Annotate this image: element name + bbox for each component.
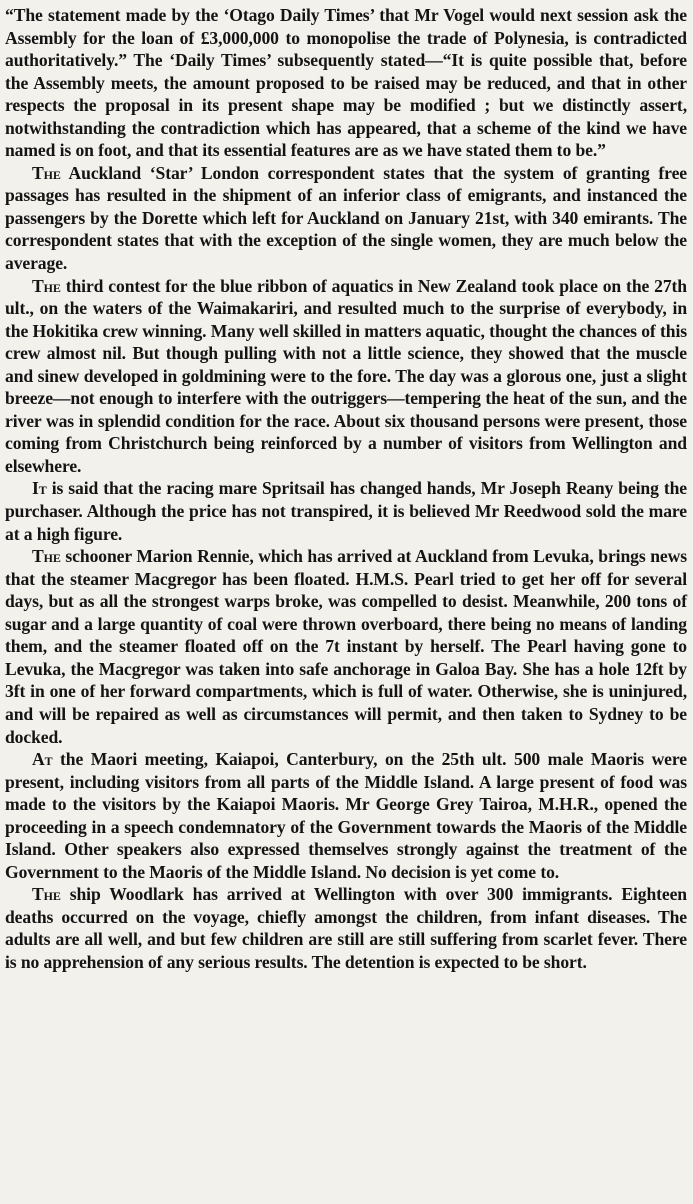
- paragraph-text: “The statement made by the ‘Otago Daily Times’ that Mr Vogel would next session ask the Assembly for the loan of £3,000,000 to monopolise the trade of Polynesia, is contradicted authoritatively.” The ‘Daily Times’ subsequently stated—“It is quite possible that, before the Assembly meets, the amount proposed to be raised may be reduced, and that in other respects the proposal in its present shape may be modified ; but we distinctly assert, notwithstanding the contradiction which has appeared, that a scheme of the kind we have named is on foot, and that its essential features are as we have stated them to be.”: [5, 5, 687, 161]
- paragraph-auckland-star: [5, 162, 687, 275]
- paragraph-aquatics-contest: [5, 275, 687, 478]
- paragraph-text: is said that the racing mare Spritsail has changed hands, Mr Joseph Reany being the purchaser. Although the price has not transpired, it is believed Mr Reedwood sold the mare at a high figure.: [5, 478, 687, 544]
- paragraph-marion-rennie: [5, 545, 687, 748]
- paragraph-lead: The: [32, 546, 61, 567]
- paragraph-lead: The: [32, 275, 61, 296]
- paragraph-text: schooner Marion Rennie, which has arrived at Auckland from Levuka, brings news that the steamer Macgregor has been floated. H.M.S. Pearl tried to get her off for several days, but as all the strongest warps broke, was compelled to desist. Meanwhile, 200 tons of sugar and a large quantity of coal were thrown overboard, there being no means of landing them, and the steamer floated off on the 7t instant by herself. The Pearl having gone to Levuka, the Macgregor was taken into safe anchorage in Galoa Bay. She has a hole 12ft by 3ft in one of her forward compartments, which is full of water. Otherwise, she is uninjured, and will be repaired as well as circumstances will permit, and then taken to Sydney to be docked.: [5, 546, 687, 747]
- paragraph-lead: The: [32, 162, 61, 183]
- paragraph-racing-mare: [5, 477, 687, 545]
- paragraph-maori-meeting: [5, 748, 687, 883]
- paragraph-text: third contest for the blue ribbon of aquatics in New Zealand took place on the 27th ult., on the waters of the Waimakariri, and resulted much to the surprise of everybody, in the Hokitika crew winning. Many well skilled in matters aquatic, thought the chances of this crew almost nil. But though pulling with not a little science, they showed that the muscle and sinew developed in goldmining were to the fore. The day was a glorous one, just a slight breeze—not enough to interfere with the outriggers—tempering the heat of the sun, and the river was in splendid condition for the race. About six thousand persons were present, those coming from Christchurch being reinforced by a number of visitors from Wellington and elsewhere.: [5, 275, 687, 476]
- paragraph-woodlark: [5, 883, 687, 973]
- paragraph-text: Auckland ‘Star’ London correspondent states that the system of granting free passages has resulted in the shipment of an inferior class of emigrants, and instanced the passengers by the Dorette which left for Auckland on January 21st, with 340 emirants. The correspondent states that with the exception of the single women, they are much below the average.: [5, 162, 687, 274]
- paragraph-text: the Maori meeting, Kaiapoi, Canterbury, on the 25th ult. 500 male Maoris were present, including visitors from all parts of the Middle Island. A large present of food was made to the visitors by the Kaiapoi Maoris. Mr George Grey Tairoa, M.H.R., opened the proceeding in a speech condemnatory of the Government towards the Maoris of the Middle Island. Other speakers also expressed themselves strongly against the treatment of the Government to the Maoris of the Middle Island. No decision is yet come to.: [5, 749, 687, 882]
- paragraph-lead: The: [32, 884, 61, 905]
- paragraph-vogel-loan: [5, 4, 687, 162]
- paragraph-lead: At: [32, 749, 53, 770]
- paragraph-text: ship Woodlark has arrived at Wellington with over 300 immigrants. Eighteen deaths occurred on the voyage, chiefly amongst the children, from infant diseases. The adults are all well, and but few children are still are still suffering from scarlet fever. There is no apprehension of any serious results. The detention is expected to be short.: [5, 884, 687, 972]
- paragraph-lead: It: [32, 478, 47, 499]
